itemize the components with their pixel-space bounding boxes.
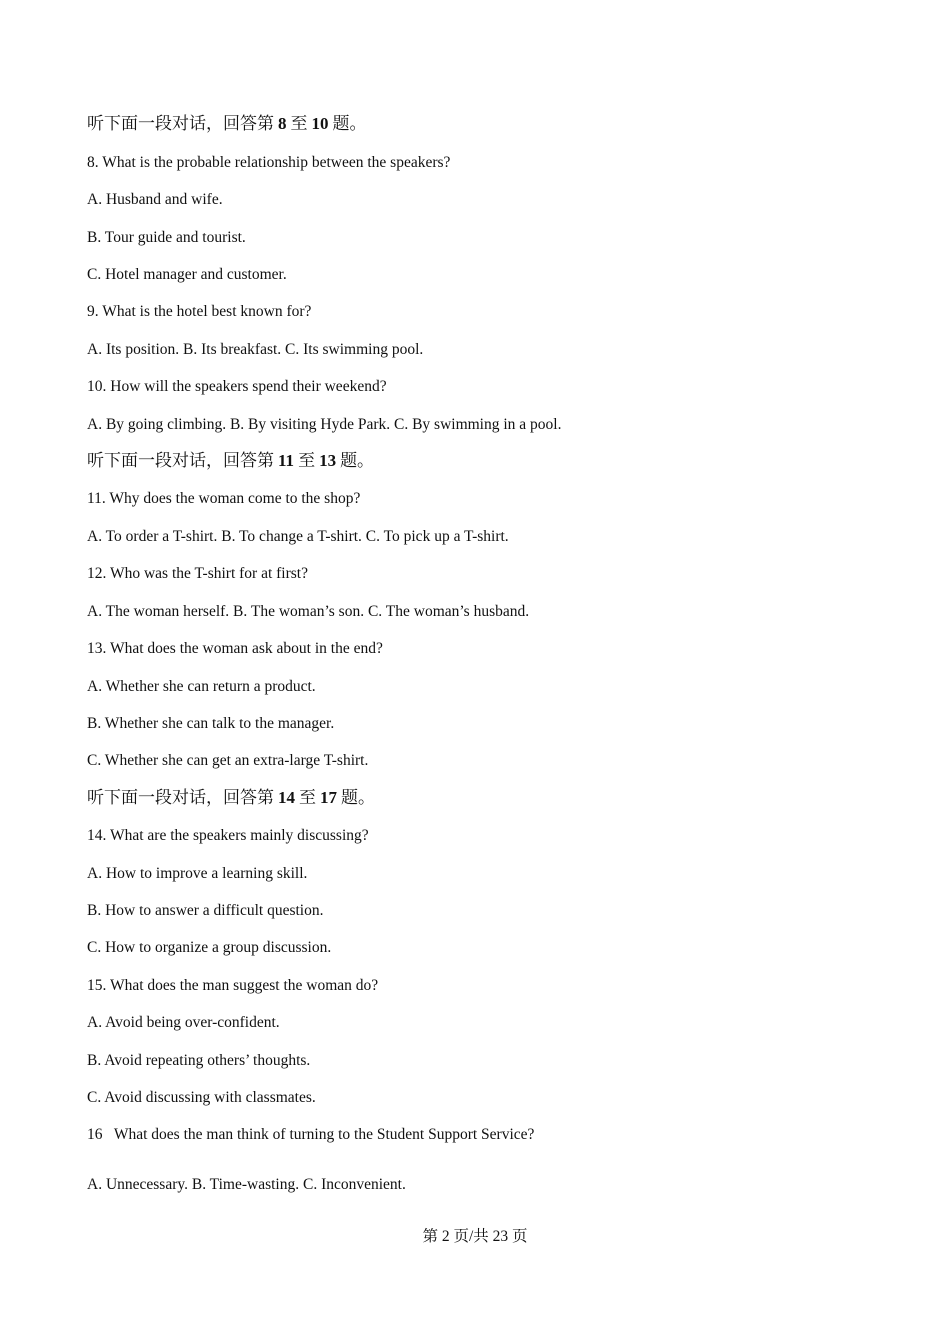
heading-suffix: 题。 [341, 788, 375, 807]
option-line: C. Hotel manager and customer. [87, 266, 287, 283]
option-line: A. The woman herself. B. The woman’s son. C. The woman’s husband. [87, 603, 530, 620]
heading-from-number: 14 [278, 788, 295, 807]
question-line: 11. Why does the woman come to the shop? [87, 490, 361, 507]
heading-suffix: 题。 [332, 114, 367, 133]
option-line: B. Whether she can talk to the manager. [87, 715, 335, 732]
question-line: 8. What is the probable relationship between the speakers? [87, 154, 451, 171]
heading-prefix: 听下面一段对话，回答第 [87, 114, 274, 133]
question-line: 15. What does the man suggest the woman do? [87, 977, 379, 994]
option-line: A. Its position. B. Its breakfast. C. Its swimming pool. [87, 341, 424, 358]
option-line: A. Unnecessary. B. Time-wasting. C. Inconvenient. [87, 1176, 406, 1193]
option-line: A. By going climbing. B. By visiting Hyde Park. C. By swimming in a pool. [87, 416, 562, 433]
section-heading [87, 788, 375, 808]
option-line: A. To order a T-shirt. B. To change a T-shirt. C. To pick up a T-shirt. [87, 528, 509, 545]
heading-to-number: 10 [311, 114, 329, 133]
question-line: 9. What is the hotel best known for? [87, 303, 312, 320]
question-line: 14. What are the speakers mainly discussing? [87, 827, 369, 844]
heading-suffix: 题。 [340, 451, 375, 470]
heading-mid: 至 [290, 114, 308, 133]
heading-to-number: 17 [320, 788, 337, 807]
option-line: A. Whether she can return a product. [87, 678, 316, 695]
heading-from-number: 11 [278, 451, 295, 470]
option-line: C. Avoid discussing with classmates. [87, 1089, 316, 1106]
option-line: B. Avoid repeating others’ thoughts. [87, 1052, 311, 1069]
section-heading [87, 114, 367, 134]
option-line: A. How to improve a learning skill. [87, 865, 308, 882]
question-line: 13. What does the woman ask about in the end? [87, 640, 383, 657]
page-number-footer: 第 2 页/共 23 页 [422, 1228, 528, 1245]
heading-prefix: 听下面一段对话，回答第 [87, 788, 274, 807]
option-line: C. How to organize a group discussion. [87, 939, 332, 956]
heading-to-number: 13 [319, 451, 337, 470]
heading-mid: 至 [299, 788, 316, 807]
question-line: 12. Who was the T-shirt for at first? [87, 565, 308, 582]
option-line: B. Tour guide and tourist. [87, 229, 246, 246]
option-line: A. Husband and wife. [87, 191, 223, 208]
option-line: C. Whether she can get an extra-large T-shirt. [87, 752, 369, 769]
heading-prefix: 听下面一段对话，回答第 [87, 451, 274, 470]
heading-mid: 至 [298, 451, 316, 470]
question-line: 16 What does the man think of turning to the Student Support Service? [87, 1126, 535, 1143]
question-line: 10. How will the speakers spend their weekend? [87, 378, 387, 395]
option-line: A. Avoid being over-confident. [87, 1014, 280, 1031]
section-heading [87, 451, 374, 471]
option-line: B. How to answer a difficult question. [87, 902, 324, 919]
heading-from-number: 8 [278, 114, 287, 133]
